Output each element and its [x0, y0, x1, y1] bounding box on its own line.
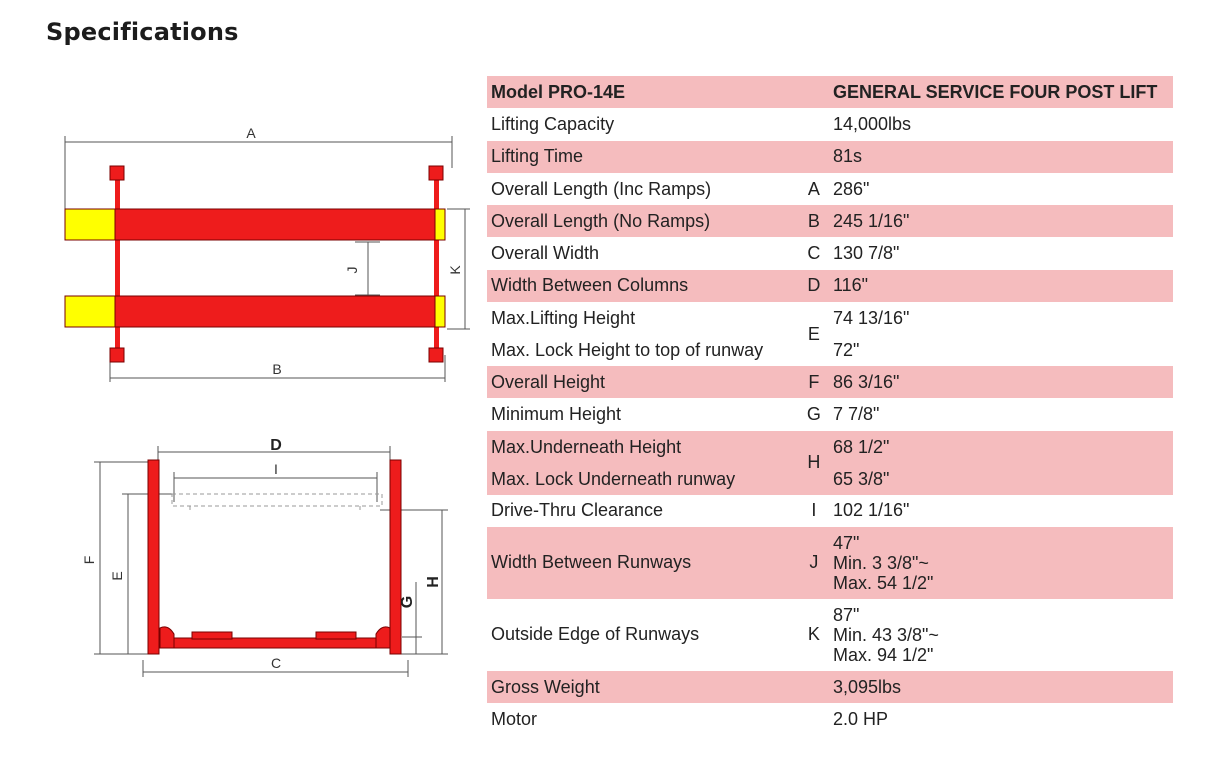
dim-label-h: H: [425, 576, 442, 588]
lift-type: GENERAL SERVICE FOUR POST LIFT: [832, 81, 1158, 102]
spec-table: [487, 76, 1173, 736]
table-row: Drive-Thru Clearance I 102 1/16": [491, 500, 910, 521]
table-row: Outside Edge of Runways K 87" Min. 43 3/8"~ Max. 94 1/2": [491, 604, 939, 665]
dim-label-f: F: [81, 555, 97, 565]
table-row: Width Between Columns D 116": [487, 270, 1173, 302]
table-row: Lifting Time 81s: [487, 141, 1173, 173]
table-row: Lifting Capacity 14,000lbs: [491, 113, 912, 134]
table-row: Width Between Runways J 47" Min. 3 3/8"~ Max. 54 1/2": [487, 527, 1173, 599]
table-row: Minimum Height G 7 7/8": [491, 404, 880, 425]
dim-label-g: G: [399, 595, 416, 609]
table-row: Motor 2.0 HP: [491, 708, 889, 729]
dim-label-b: B: [272, 361, 282, 377]
table-row: Max.Lifting Height Max. Lock Height to top of runway E 74 13/16" 72": [491, 308, 910, 361]
dim-label-a: A: [246, 125, 256, 141]
top-view-diagram: [55, 120, 475, 385]
table-header-row: [487, 76, 1173, 108]
runway-lower: [65, 296, 115, 327]
runway-upper: [65, 209, 115, 240]
front-view-diagram: [80, 432, 460, 680]
table-row: Overall Width C 130 7/8": [491, 243, 900, 264]
page-title: Specifications: [46, 18, 239, 46]
dim-label-i: I: [274, 461, 278, 477]
table-row: Overall Length (No Ramps) B 245 1/16": [487, 205, 1173, 237]
table-row: Max.Underneath Height Max. Lock Underneath runway H 68 1/2" 65 3/8": [487, 431, 1173, 495]
dim-label-c: C: [270, 655, 282, 671]
table-row: Gross Weight 3,095lbs: [487, 671, 1173, 703]
table-row: Overall Length (Inc Ramps) A 286": [491, 178, 870, 199]
model-name: Model PRO-14E: [491, 81, 626, 102]
table-row: Overall Height F 86 3/16": [487, 366, 1173, 398]
dim-label-e: E: [109, 571, 125, 581]
dim-label-k: K: [447, 265, 463, 275]
dim-label-j: J: [344, 266, 360, 274]
dim-label-d: D: [270, 437, 282, 454]
